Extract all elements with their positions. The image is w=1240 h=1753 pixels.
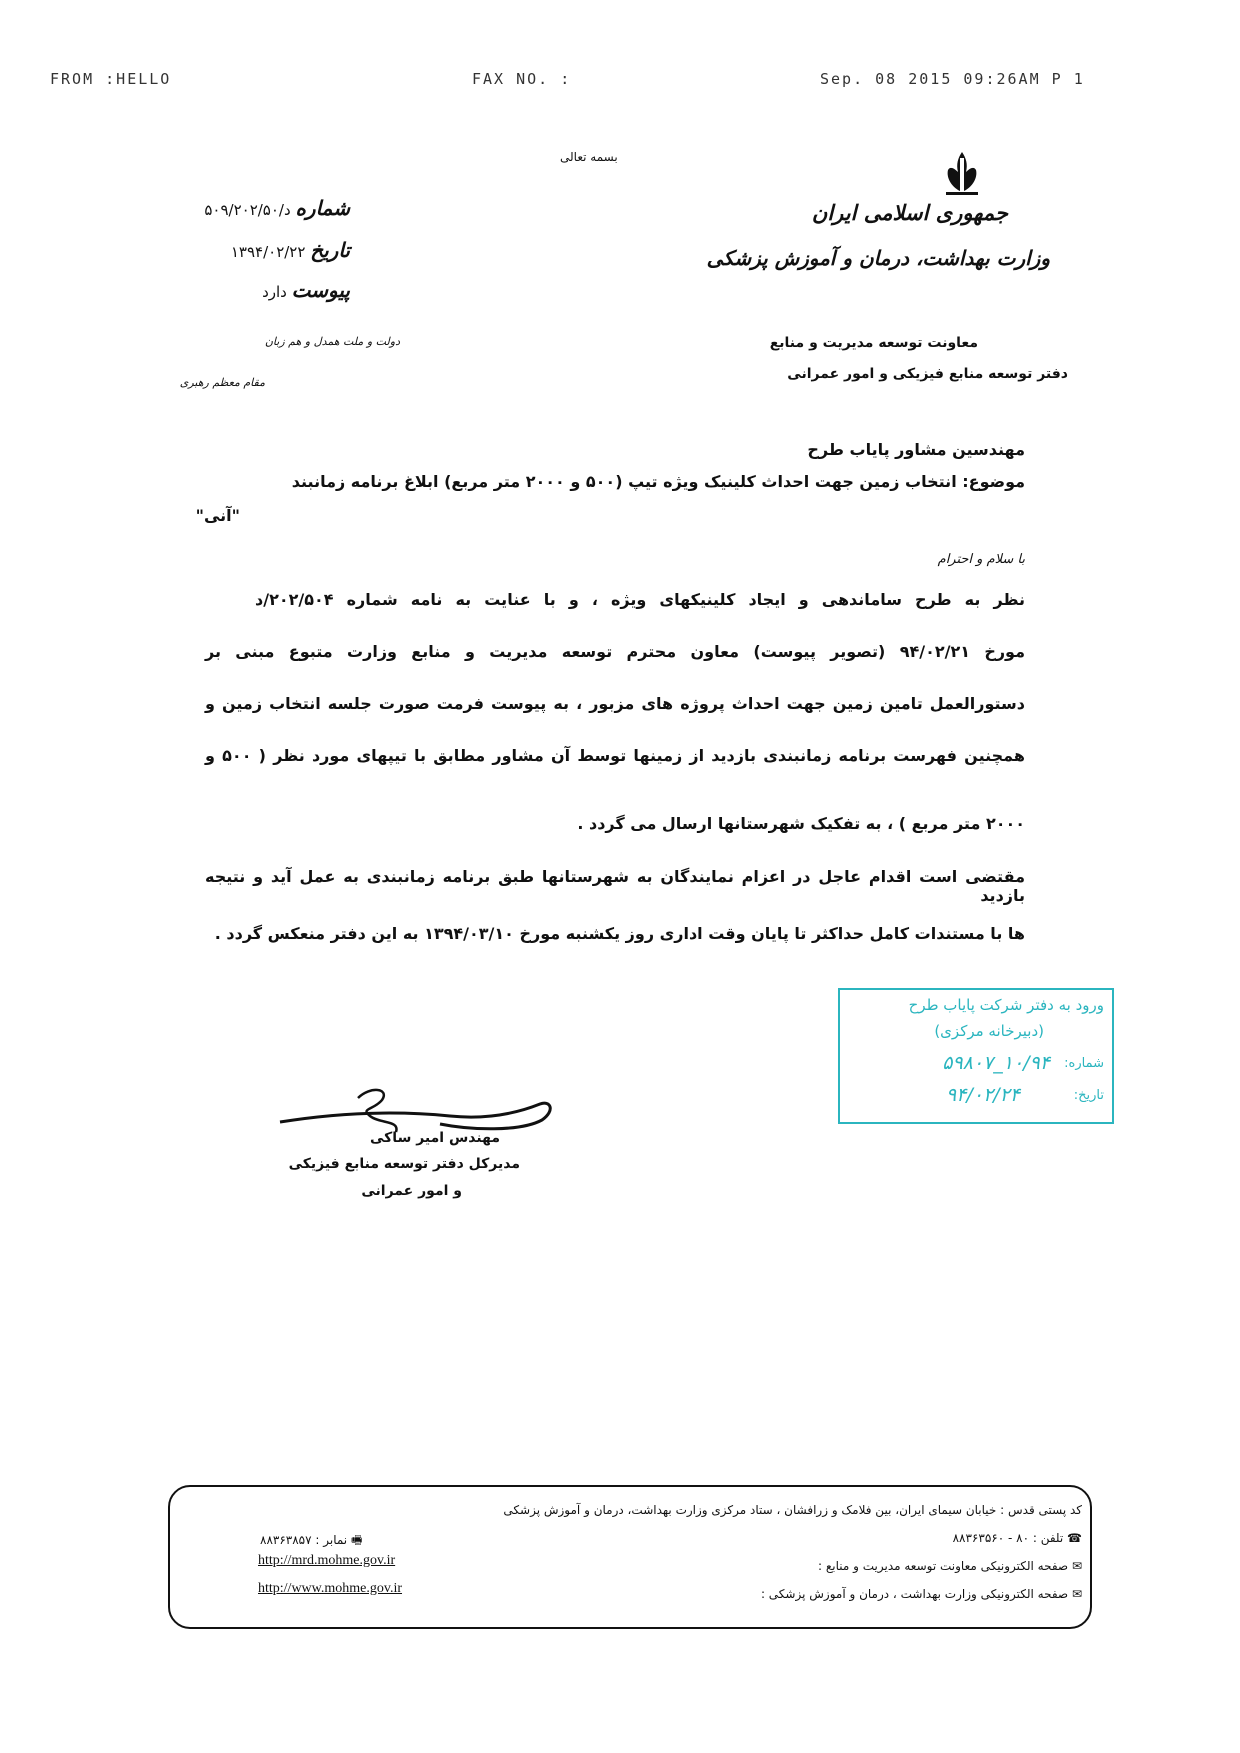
body-p1-line-1: نظر به طرح ساماندهی و ایجاد کلینیکهای ویژه ، و با عنایت به نامه شماره ۲۰۲/۵۰۴/د [255, 590, 1025, 609]
letterhead-deputy: معاونت توسعه مدیریت و منابع [769, 335, 978, 351]
iran-emblem-icon [940, 148, 984, 198]
letterhead-office: دفتر توسعه منابع فیزیکی و امور عمرانی [787, 366, 1068, 382]
stamp-date-value: ۹۴/۰۲/۲۴ [945, 1084, 1020, 1106]
body-p2-line-2: ها با مستندات کامل حداکثر تا پایان وقت اداری روز یکشنبه مورخ ۱۳۹۴/۰۳/۱۰ به این دفتر منعکس گردد . [214, 924, 1025, 943]
signer-name: مهندس امیر ساکی [370, 1130, 500, 1146]
meta-number [160, 196, 350, 220]
footer-web-deputy-label [818, 1559, 1082, 1573]
footer-web-ministry-label [761, 1587, 1082, 1601]
body-p1-line-3: دستورالعمل تامین زمین جهت احداث پروژه های مزبور ، به پیوست فرمت صورت جلسه انتخاب زمین و [205, 694, 1025, 713]
meta-number-value: د/۵۰۹/۲۰۲/۵۰ [204, 201, 291, 219]
meta-date-value: ۱۳۹۴/۰۲/۲۲ [230, 243, 306, 261]
footer-web-ministry-link[interactable]: http://www.mohme.gov.ir [258, 1581, 403, 1596]
signature-scribble [270, 1080, 570, 1160]
signer-title-2: و امور عمرانی [361, 1183, 462, 1199]
greeting: با سلام و احترام [937, 552, 1025, 567]
body-p1-line-2: مورخ ۹۴/۰۲/۲۱ (تصویر پیوست) معاون محترم توسعه مدیریت و منابع وزارت متبوع مبنی بر [205, 642, 1025, 661]
signer-title: مدیرکل دفتر توسعه منابع فیزیکی [288, 1156, 520, 1172]
subject-text: انتخاب زمین جهت احداث کلینیک ویژه تیپ (۵۰۰ و ۲۰۰۰ متر مربع) ابلاغ برنامه زمانبند [291, 472, 957, 491]
footer-address: کد پستی قدس : خیابان سیمای ایران، بین فلامک و زرافشان ، ستاد مرکزی وزارت بهداشت، درمان و آموزش پزشکی [503, 1503, 1082, 1517]
body-p1-line-5: ۲۰۰۰ متر مربع ) ، به تفکیک شهرستانها ارسال می گردد . [577, 814, 1025, 833]
subject: موضوع: انتخاب زمین جهت احداث کلینیک ویژه تیپ (۵۰۰ و ۲۰۰۰ متر مربع) ابلاغ برنامه زمانبند [291, 472, 1025, 491]
body-p1-line-4: همچنین فهرست برنامه زمانبندی بازدید از زمینها توسط آن مشاور مطابق با تیپهای مورد نظر ( ۵۰۰ و [205, 746, 1025, 765]
meta-date-label: تاریخ [310, 238, 350, 262]
letterhead-ministry: وزارت بهداشت، درمان و آموزش پزشکی [706, 246, 1050, 270]
receipt-stamp [838, 988, 1114, 1124]
body-p2-line-1: مقتضی است اقدام عاجل در اعزام نمایندگان به شهرستانها طبق برنامه زمانبندی به عمل آید و نتیجه بازدید [205, 867, 1025, 905]
recipient: مهندسین مشاور پایاب طرح [807, 440, 1025, 459]
stamp-number-value: ۱۰/۹۴_۵۹۸۰۷ [942, 1052, 1050, 1074]
envelope-icon: ✉ [1071, 1559, 1082, 1573]
letterhead-republic: جمهوری اسلامی ایران [811, 200, 1008, 225]
footer-phone-text: تلفن : ۸۰ - ۸۸۳۶۳۵۶۰ [952, 1531, 1064, 1545]
stamp-number-label: شماره: [1064, 1056, 1104, 1071]
meta-date [160, 238, 350, 262]
meta-attachment [160, 278, 350, 302]
stamp-title: ورود به دفتر شرکت پایاب طرح [908, 996, 1104, 1014]
subject-line2: "آنی" [195, 506, 240, 525]
phone-icon: ☎ [1067, 1531, 1082, 1545]
footer-phone [953, 1531, 1082, 1545]
bismillah: بسمه تعالی [560, 150, 618, 164]
meta-attachment-value: دارد [262, 283, 287, 301]
stamp-date-label: تاریخ: [1073, 1088, 1104, 1103]
footer-fax [260, 1531, 362, 1552]
hand-note-slogan: دولت و ملت همدل و هم زبان [264, 335, 400, 348]
meta-number-label: شماره [295, 196, 350, 220]
fax-datetime: Sep. 08 2015 09:26AM P 1 [820, 70, 1085, 88]
footer-box [168, 1485, 1092, 1629]
footer-web-ministry-text: صفحه الکترونیکی وزارت بهداشت ، درمان و آموزش پزشکی : [760, 1587, 1069, 1601]
envelope-icon: ✉ [1071, 1587, 1082, 1601]
footer-web-deputy-link[interactable]: http://mrd.mohme.gov.ir [258, 1553, 396, 1568]
fax-icon: 🖷 [350, 1533, 363, 1547]
fax-from: FROM :HELLO [50, 70, 172, 88]
hand-note-leader: مقام معظم رهبری [179, 376, 265, 389]
footer-web-deputy-text: صفحه الکترونیکی معاونت توسعه مدیریت و منابع : [818, 1559, 1069, 1573]
meta-attachment-label: پیوست [291, 278, 350, 302]
fax-number: FAX NO. : [472, 70, 572, 88]
stamp-subtitle: (دبیرخانه مرکزی) [934, 1022, 1044, 1040]
subject-label: موضوع [968, 472, 1025, 491]
footer-fax-text: نمابر : ۸۸۳۶۳۸۵۷ [260, 1533, 348, 1547]
